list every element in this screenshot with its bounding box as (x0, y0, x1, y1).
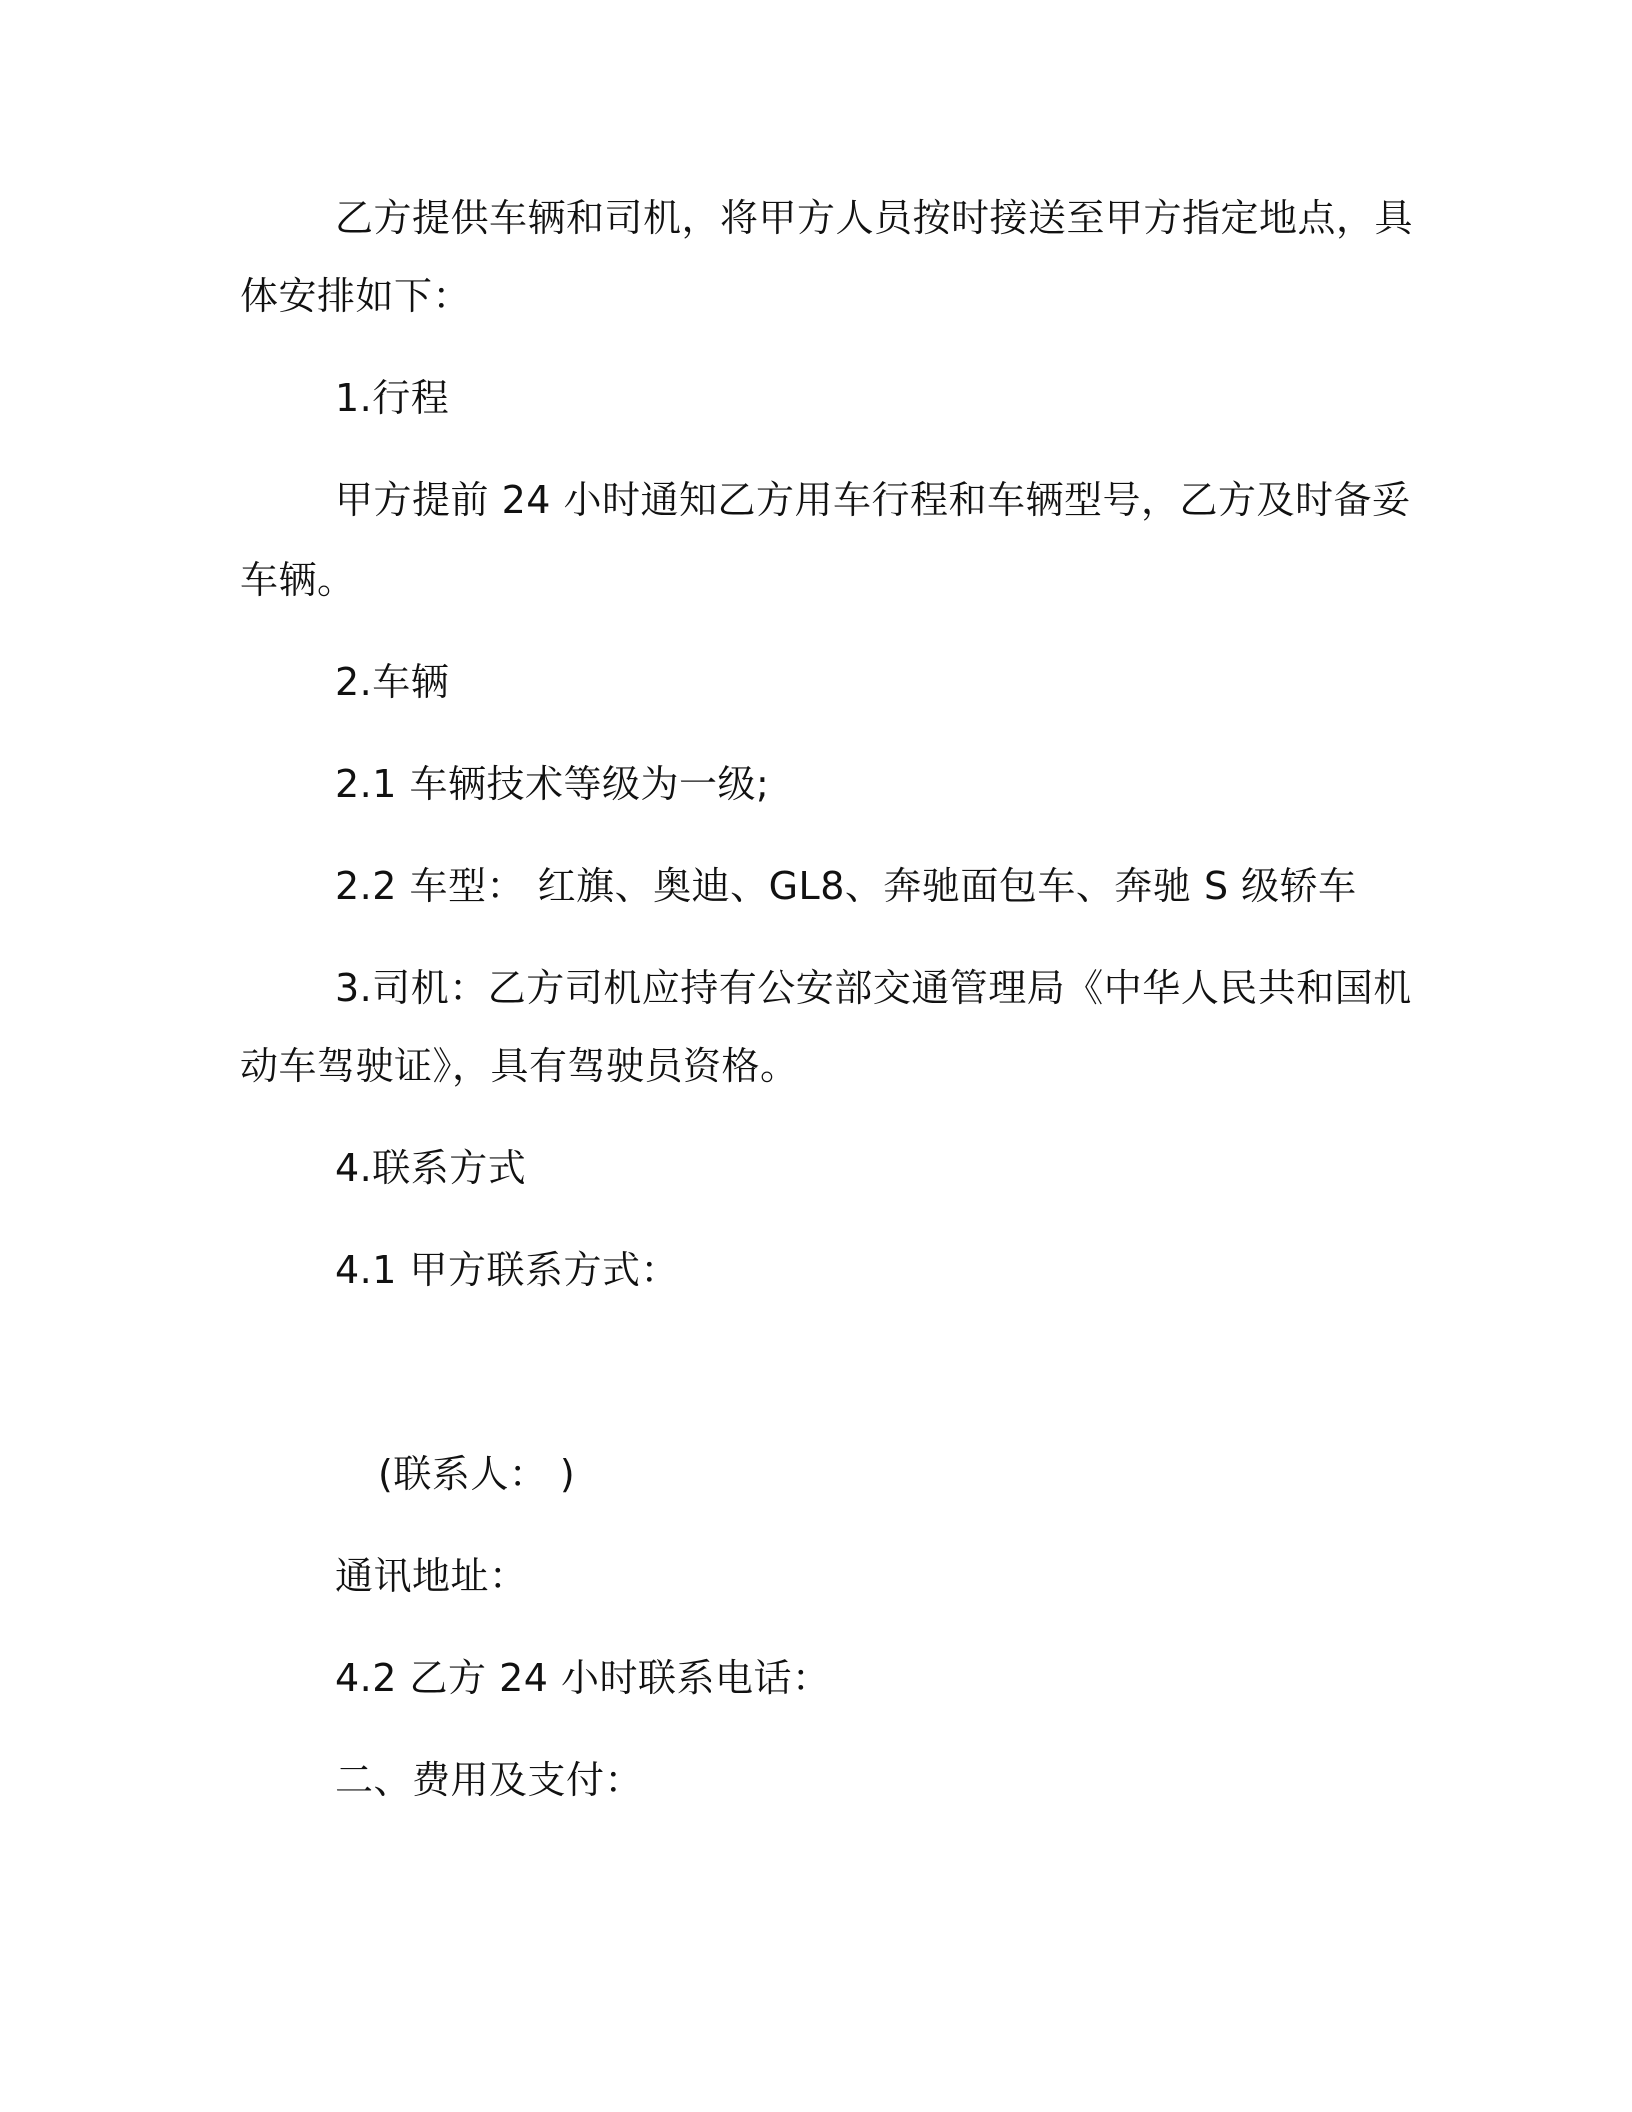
clause-vehicle-grade: 2.1 车辆技术等级为一级; (335, 762, 770, 806)
clause-vehicle-models: 2.2 车型： 红旗、奥迪、GL8、奔驰面包车、奔驰 S 级轿车 (335, 864, 1357, 908)
clause-party-a-contact: 4.1 甲方联系方式： (335, 1248, 680, 1292)
paragraph-itinerary-line-1: 甲方提前 24 小时通知乙方用车行程和车辆型号，乙方及时备妥 (335, 478, 1411, 522)
section-heading-contact: 4.联系方式 (335, 1146, 527, 1190)
contact-person-field: (联系人： ) (378, 1452, 576, 1496)
paragraph-intro-line-2: 体安排如下： (240, 274, 472, 318)
paragraph-driver-line-2: 动车驾驶证》，具有驾驶员资格。 (240, 1044, 799, 1088)
mailing-address-field: 通讯地址： (335, 1554, 528, 1598)
paragraph-itinerary-line-2: 车辆。 (240, 558, 356, 602)
clause-party-b-phone: 4.2 乙方 24 小时联系电话： (335, 1656, 831, 1700)
paragraph-intro-line-1: 乙方提供车辆和司机，将甲方人员按时接送至甲方指定地点，具 (335, 196, 1414, 240)
section-heading-vehicle: 2.车辆 (335, 660, 450, 704)
paragraph-driver-line-1: 3.司机：乙方司机应持有公安部交通管理局《中华人民共和国机 (335, 966, 1412, 1010)
section-heading-fees: 二、费用及支付： (335, 1758, 644, 1802)
section-heading-itinerary: 1.行程 (335, 376, 450, 420)
